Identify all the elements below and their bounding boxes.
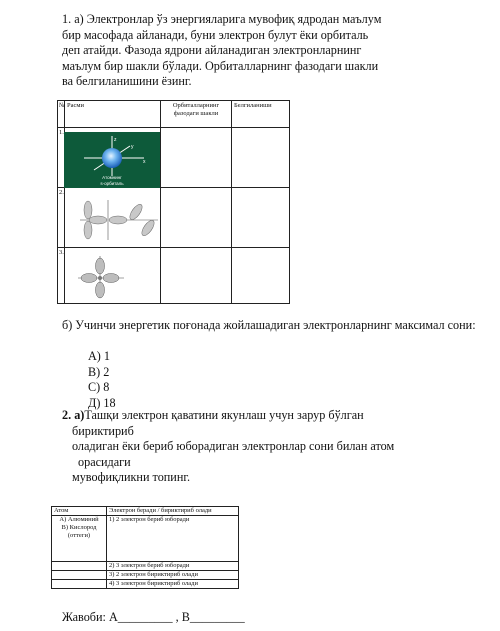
match-option-4: 4) 3 электрон бириктириб олади — [107, 580, 239, 589]
header-picture: Расми — [67, 102, 84, 109]
question-2-line: мувофиқликни топинг. — [72, 470, 191, 484]
atom-b-note: (оттеги) — [67, 532, 91, 539]
question-1-text — [62, 12, 474, 90]
table-row — [52, 562, 239, 571]
orbital-shape-cell[interactable] — [161, 128, 232, 188]
question-2-line: орасидаги — [78, 454, 131, 469]
match-option-1: 1) 2 электрон бериб юборади — [107, 516, 239, 562]
matching-table-header — [52, 507, 239, 516]
question-2-line: бириктириб — [72, 423, 134, 438]
row-number: 2. — [59, 189, 64, 196]
question-1-line: ва белгиланишини ёзинг. — [62, 74, 192, 88]
question-1-line: бир масофада айланади, буни электрон булут ёки орбиталь — [62, 27, 369, 42]
notation-cell[interactable] — [232, 128, 290, 188]
p-orbitals-figure — [64, 192, 160, 248]
row-number: 3. — [59, 249, 64, 256]
question-2-line — [62, 408, 472, 424]
question-2-text — [62, 408, 472, 486]
question-1-line: 1. а) Электронлар ўз энергияларига мувофиқ ядродан маълум — [62, 12, 382, 26]
question-2-line: оладиган ёки бериб юборадиган электронлар сони билан атом — [72, 439, 395, 453]
option-a[interactable]: А) 1 — [88, 349, 111, 363]
answer-line[interactable]: Жавоби: А_________ , В_________ — [62, 610, 245, 624]
question-2-line-text: Ташқи электрон қаватини якунлаш учун зарур бўлган — [84, 408, 364, 422]
matching-table — [51, 506, 239, 589]
option-b[interactable]: В) 2 — [88, 364, 110, 379]
p-orbitals-image — [64, 192, 160, 248]
image-caption: Атомнинг — [102, 175, 122, 180]
question-1-line: маълум бир шакли бўлади. Орбиталларнинг фазодаги шакли — [62, 58, 379, 73]
row-number: 1. — [59, 129, 64, 136]
header-orbital-shape: Орбиталларнинг фазодаги шакли — [172, 102, 220, 117]
atom-a: А) Алюминий — [59, 516, 99, 523]
s-orbital-figure — [64, 132, 160, 188]
orbital-shape-cell[interactable] — [161, 248, 232, 304]
d-orbital-figure — [64, 252, 160, 302]
orbital-table-header — [58, 101, 290, 128]
header-atom: Атом — [52, 507, 107, 516]
notation-cell[interactable] — [232, 188, 290, 248]
match-option-2: 2) 3 электрон бериб юборади — [107, 562, 239, 571]
match-option-3: 3) 2 электрон бириктириб олади — [107, 571, 239, 580]
d-orbital-image — [64, 252, 160, 302]
question-2-label: 2. а) — [62, 408, 85, 422]
option-c[interactable]: С) 8 — [88, 380, 110, 394]
table-row — [52, 580, 239, 589]
question-1b-text: б) Учинчи энергетик поғонада жойлашадиган электронларнинг максимал сони: — [62, 318, 476, 332]
header-notation: Белгиланиши — [234, 102, 272, 109]
table-row — [52, 571, 239, 580]
image-caption: s-орбиталь — [100, 181, 124, 186]
answer-options — [88, 349, 116, 411]
axis-y-label: y — [131, 144, 134, 150]
table-row — [52, 516, 239, 562]
axis-z-label: z — [114, 137, 117, 143]
axis-x-label: x — [143, 159, 146, 165]
atom-b: В) Кислород — [61, 524, 97, 531]
option-d[interactable]: Д) 18 — [88, 395, 116, 410]
question-1-line: деп атайди. Фазода ядрони айланадиган электронларнинг — [62, 43, 362, 57]
header-electron: Электрон беради / бириктириб олади — [107, 507, 239, 516]
orbital-shape-cell[interactable] — [161, 188, 232, 248]
s-orbital-image — [64, 132, 160, 188]
notation-cell[interactable] — [232, 248, 290, 304]
header-number: № — [59, 102, 66, 109]
